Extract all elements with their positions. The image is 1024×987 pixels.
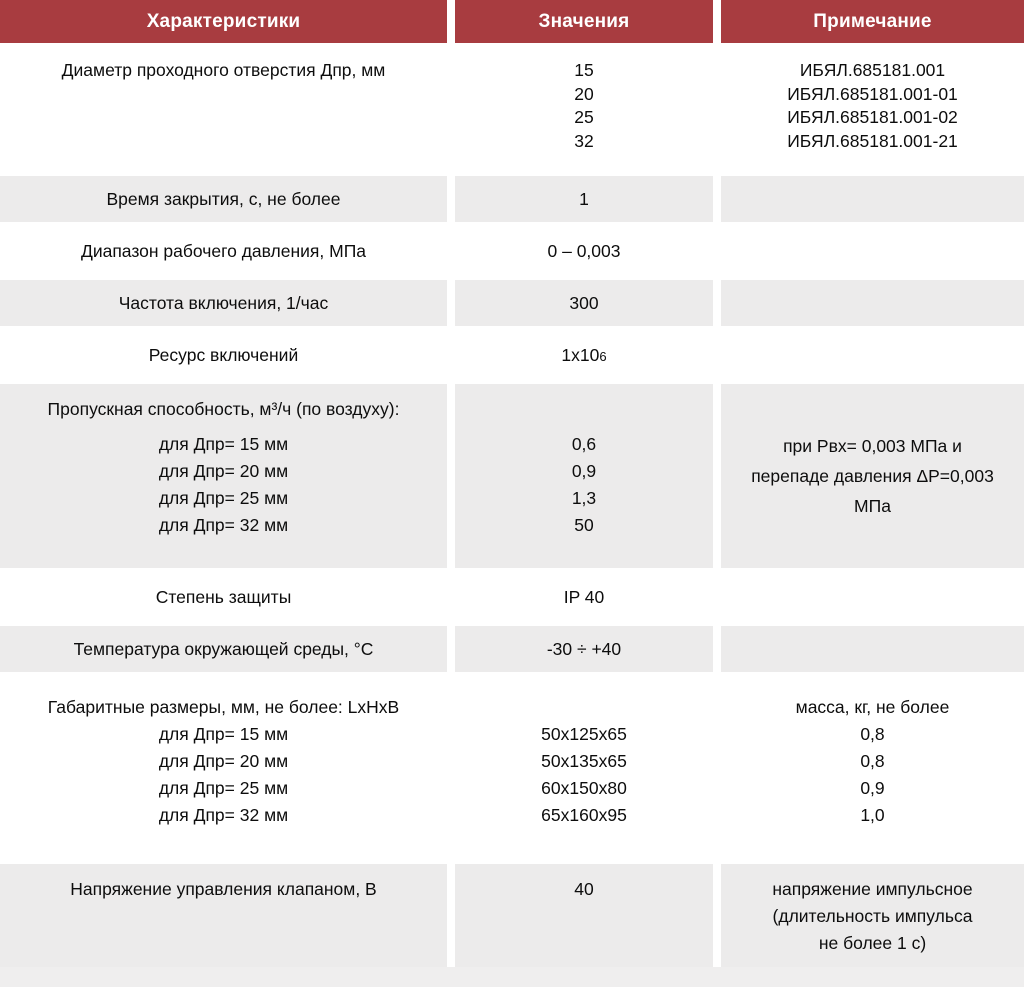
text-line: -30 ÷ +40 (546, 638, 622, 659)
text-line: Время закрытия, с, не более (106, 188, 341, 209)
text-line: Габаритные размеры, мм, не более: LxHxB (47, 697, 400, 717)
text-line: МПа (854, 496, 891, 516)
cell-value (455, 228, 713, 274)
text-line: Частота включения, 1/час (118, 292, 329, 313)
text-line: перепаде давления ΔР=0,003 (751, 466, 994, 486)
text-line: для Дпр= 25 мм (158, 778, 289, 798)
table-row (0, 228, 1024, 274)
text-line: 15 (574, 60, 594, 80)
column-header-note: Примечание (721, 0, 1024, 43)
text-line: ИБЯЛ.685181.001-21 (787, 130, 958, 151)
table-header-row (0, 0, 1024, 43)
cell-characteristic (0, 384, 447, 568)
cell-note (721, 626, 1024, 672)
text-line: IP 40 (563, 586, 605, 607)
cell-note (721, 280, 1024, 326)
text-line: (длительность импульса (772, 906, 973, 926)
text-line: 40 (574, 879, 594, 899)
text-line: Пропускная способность, м³/ч (по воздуху): (47, 399, 400, 419)
text-line: Диаметр проходного отверстия Дпр, мм (61, 60, 386, 80)
table-body (0, 43, 1024, 967)
cell-value (455, 864, 713, 967)
cell-note (721, 574, 1024, 620)
cell-characteristic (0, 678, 447, 858)
table-row (0, 574, 1024, 620)
table-row (0, 46, 1024, 170)
text-line: для Дпр= 15 мм (158, 434, 289, 454)
table-row (0, 280, 1024, 326)
text-line: для Дпр= 15 мм (158, 724, 289, 744)
cell-note (721, 228, 1024, 274)
cell-note (721, 864, 1024, 967)
text-line: 0,8 (860, 724, 885, 744)
cell-characteristic (0, 228, 447, 274)
text-line: для Дпр= 20 мм (158, 461, 289, 481)
cell-value (455, 626, 713, 672)
cell-value (455, 280, 713, 326)
cell-characteristic (0, 626, 447, 672)
text-line: 65x160x95 (541, 805, 627, 825)
cell-note (721, 332, 1024, 378)
text-line: 32 (574, 130, 594, 151)
text-line: 0,8 (860, 751, 885, 771)
text-line: 1 (579, 188, 589, 209)
text-line: 0 – 0,003 (547, 240, 621, 261)
cell-characteristic (0, 46, 447, 170)
table-row (0, 384, 1024, 568)
text-line: 300 (569, 292, 599, 313)
text-line: Диапазон рабочего давления, МПа (80, 240, 367, 261)
table-row (0, 176, 1024, 222)
cell-characteristic (0, 574, 447, 620)
cell-note (721, 46, 1024, 170)
text-line: ИБЯЛ.685181.001-01 (787, 83, 958, 104)
cell-note (721, 384, 1024, 568)
text-line: Напряжение управления клапаном, В (70, 879, 377, 899)
text-line: для Дпр= 20 мм (158, 751, 289, 771)
cell-value (455, 46, 713, 170)
text-line: 0,6 (571, 434, 597, 454)
text-line: для Дпр= 32 мм (158, 515, 289, 535)
table-row (0, 332, 1024, 378)
text-line: 50x125x65 (541, 724, 627, 744)
text-line: 1,3 (571, 488, 597, 508)
text-line: 25 (574, 107, 594, 127)
cell-value (455, 332, 713, 378)
page-background-strip (0, 967, 1024, 987)
text-line: ИБЯЛ.685181.001-02 (787, 107, 958, 127)
cell-value (455, 176, 713, 222)
cell-note (721, 678, 1024, 858)
text-line: 60x150x80 (541, 778, 627, 798)
text-line: для Дпр= 25 мм (158, 488, 289, 508)
text-line: Ресурс включений (148, 344, 299, 365)
cell-value (455, 678, 713, 858)
text-line: 0,9 (571, 461, 597, 481)
text-line: 50 (574, 515, 594, 535)
text-line: напряжение импульсное (772, 879, 973, 899)
text-line (561, 342, 606, 369)
cell-note (721, 176, 1024, 222)
text-line: 0,9 (860, 778, 885, 798)
value-main: 1x10 (561, 344, 600, 365)
cell-characteristic (0, 332, 447, 378)
text-line: Степень защиты (155, 586, 292, 607)
text-line: 50x135x65 (541, 751, 627, 771)
cell-characteristic (0, 176, 447, 222)
text-line: 1,0 (860, 805, 885, 825)
text-line: для Дпр= 32 мм (158, 805, 289, 825)
text-line: масса, кг, не более (795, 697, 950, 717)
text-line: при Рвх= 0,003 МПа и (783, 436, 962, 456)
text-line: ИБЯЛ.685181.001 (799, 60, 946, 80)
cell-characteristic (0, 864, 447, 967)
table-row (0, 626, 1024, 672)
text-line: 20 (574, 83, 594, 104)
table-row (0, 864, 1024, 967)
text-line: Температура окружающей среды, °С (73, 638, 374, 659)
text-line: не более 1 с) (818, 933, 927, 953)
cell-characteristic (0, 280, 447, 326)
column-header-characteristics: Характеристики (0, 0, 447, 43)
cell-value (455, 384, 713, 568)
table-row (0, 678, 1024, 858)
value-exponent: 6 (599, 348, 607, 364)
column-header-values: Значения (455, 0, 713, 43)
cell-value (455, 574, 713, 620)
